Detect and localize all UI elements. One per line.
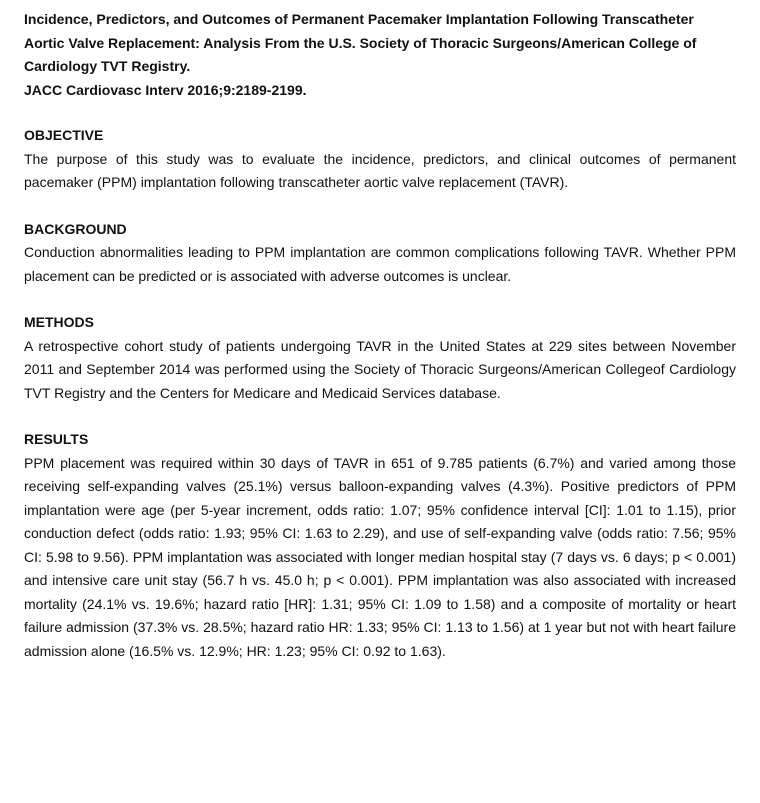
section-body-results: PPM placement was required within 30 days of TAVR in 651 of 9.785 patients (6.7%) and varied among those receiving self-expanding valves (25.1%) versus balloon-expanding valves (4.3%). Positive predictors of PPM implantation were age (per 5-year increment, odds ratio: 1.07; 95% confidence interval [CI]: 1.01 to 1.15), prior conduction defect (odds ratio: 1.93; 95% CI: 1.63 to 2.29), and use of self-expanding valve (odds ratio: 7.56; 95% CI: 5.98 to 9.56). PPM implantation was associated with longer median hospital stay (7 days vs. 6 days; p < 0.001) and intensive care unit stay (56.7 h vs. 45.0 h; p < 0.001). PPM implantation was also associated with increased mortality (24.1% vs. 19.6%; hazard ratio [HR]: 1.31; 95% CI: 1.09 to 1.58) and a composite of mortality or heart failure admission (37.3% vs. 28.5%; hazard ratio HR: 1.33; 95% CI: 1.13 to 1.56) at 1 year but not with heart failure admission alone (16.5% vs. 12.9%; HR: 1.23; 95% CI: 0.92 to 1.63). xyxy=(24,454,736,659)
section-heading-background: BACKGROUND xyxy=(24,220,127,237)
section-heading-objective: OBJECTIVE xyxy=(24,127,104,143)
section-background xyxy=(24,218,736,289)
article-header xyxy=(24,8,736,102)
section-body-background: Conduction abnormalities leading to PPM implantation are common complications following TAVR. Whether PPM placement can be predicted or is associated with adverse outcomes is unclear. xyxy=(24,244,736,284)
article-title-line-3: Cardiology TVT Registry. xyxy=(24,58,191,74)
article-title-line-1: Incidence, Predictors, and Outcomes of Permanent Pacemaker Implantation Following Transcatheter xyxy=(24,11,694,27)
article-title-line-2: Aortic Valve Replacement: Analysis From the U.S. Society of Thoracic Surgeons/American College of xyxy=(24,34,697,51)
journal-citation: JACC Cardiovasc Interv 2016;9:2189-2199. xyxy=(24,81,307,98)
section-objective xyxy=(24,124,736,195)
abstract-page xyxy=(24,8,736,663)
section-results xyxy=(24,428,736,663)
section-body-objective: The purpose of this study was to evaluate the incidence, predictors, and clinical outcomes of permanent pacemaker (PPM) implantation following transcatheter aortic valve replacement (TAVR). xyxy=(24,150,736,190)
section-heading-methods: METHODS xyxy=(24,314,94,330)
section-heading-results: RESULTS xyxy=(24,431,89,447)
section-methods xyxy=(24,311,736,405)
section-body-methods: A retrospective cohort study of patients undergoing TAVR in the United States at 229 sites between November 2011 and September 2014 was performed using the Society of Thoracic Surgeons/American Collegeof Cardiology TVT Registry and the Centers for Medicare and Medicaid Services database. xyxy=(24,337,736,401)
